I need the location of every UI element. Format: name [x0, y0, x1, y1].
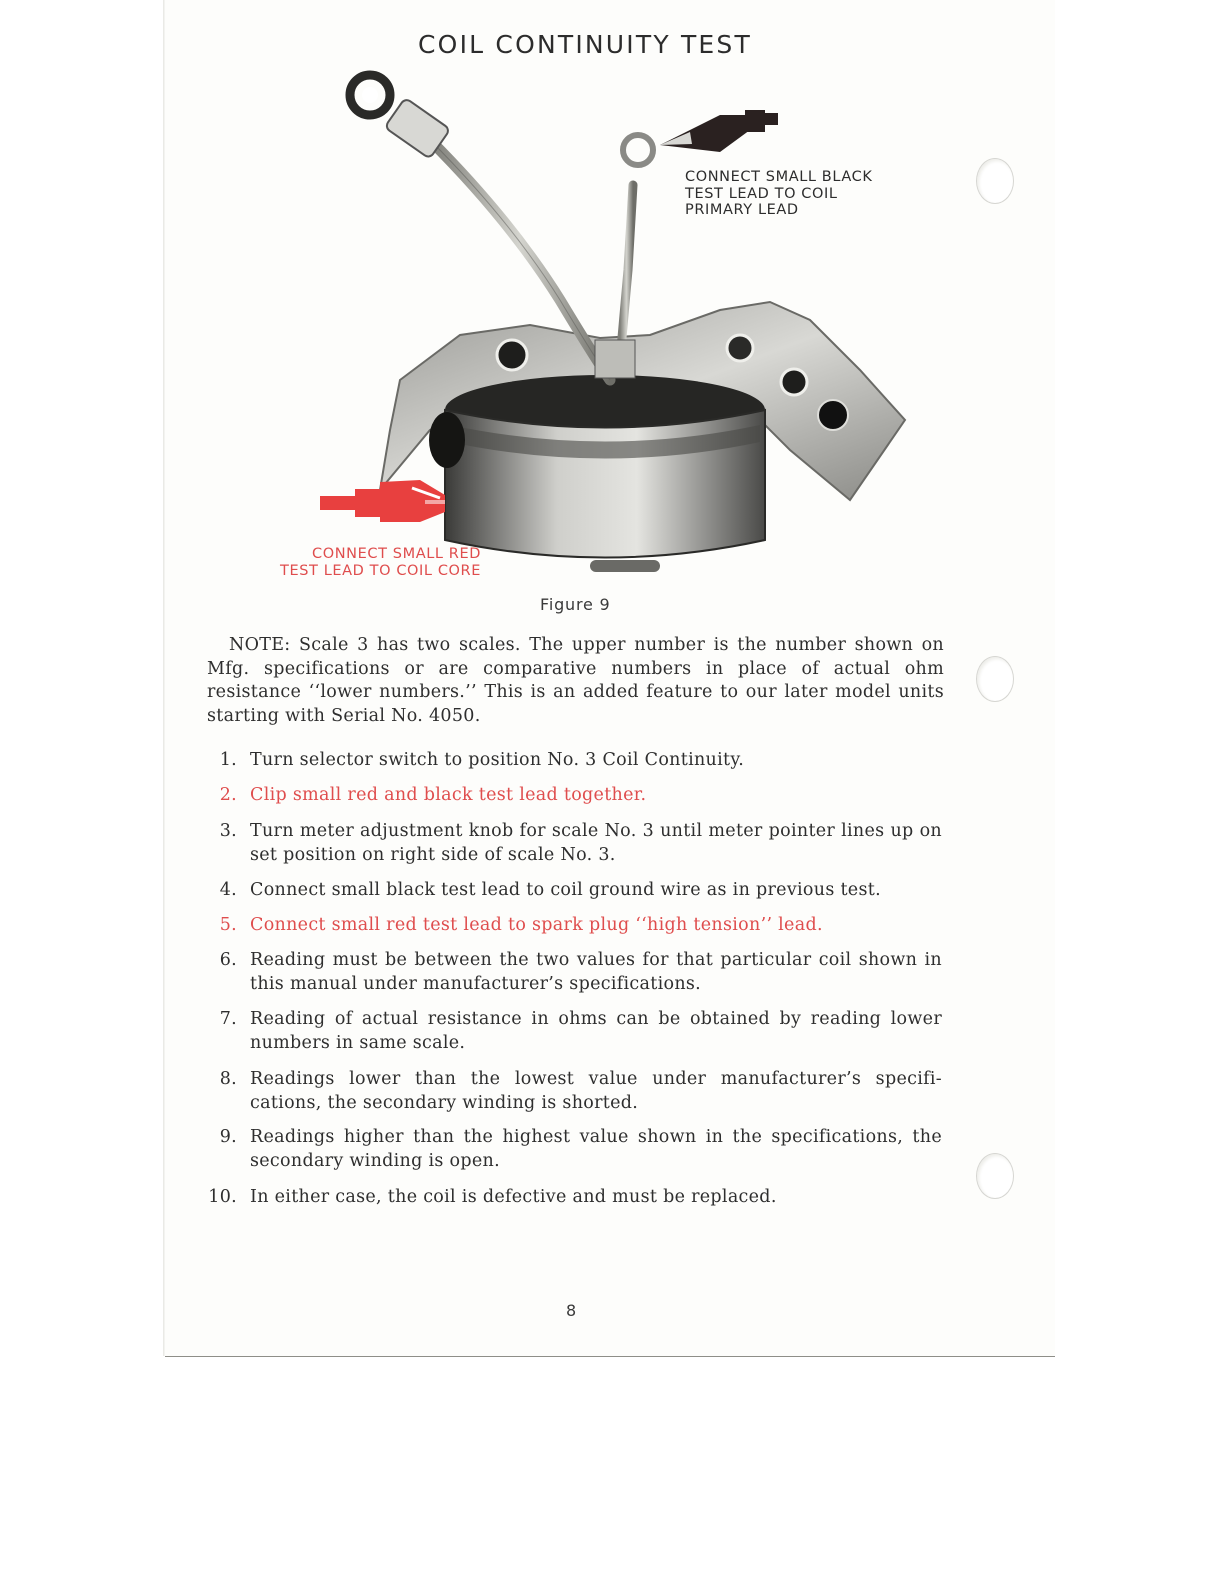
step-number: 4. [219, 880, 237, 900]
callout-black-line: TEST LEAD TO COIL [685, 185, 838, 202]
figure-caption: Figure 9 [540, 595, 611, 614]
step-text: Reading of actual resistance in ohms can be obtained by reading lower numbers in same scale. [250, 1009, 942, 1053]
bracket-hole [781, 369, 807, 395]
step-number: 2. [219, 785, 237, 805]
step-text: Readings higher than the highest value shown in the specifications, the secondary winding is open. [250, 1127, 942, 1171]
binder-hole-middle [976, 656, 1014, 702]
step-text: Reading must be between the two values for that particular coil shown in this manual under manufacturer’s specifications. [250, 950, 942, 994]
step-number: 9. [219, 1127, 237, 1147]
binder-hole-bottom [976, 1153, 1014, 1199]
step-number: 1. [219, 750, 237, 770]
callout-black-line: PRIMARY LEAD [685, 202, 799, 218]
callout-red-lead [265, 546, 481, 579]
bracket-hole [497, 340, 527, 370]
note-paragraph [207, 634, 944, 728]
step-text: Connect small red test lead to spark plug ‘‘high tension’’ lead. [250, 915, 823, 935]
step-number: 8. [219, 1069, 237, 1089]
bracket-hole [818, 400, 848, 430]
step-number: 10. [208, 1187, 237, 1207]
step-number: 5. [219, 915, 237, 935]
step-text: Turn selector switch to position No. 3 Coil Continuity. [250, 750, 745, 770]
figure-9-illustration [250, 70, 970, 590]
callout-black-lead [685, 169, 872, 219]
step-text: Connect small black test lead to coil ground wire as in previous test. [250, 880, 881, 900]
coil-body [445, 410, 765, 558]
coil-photo [250, 70, 970, 590]
callout-black-line: CONNECT SMALL BLACK [685, 169, 873, 185]
callout-red-line: TEST LEAD TO COIL CORE [280, 562, 481, 579]
ring-terminal-primary [623, 135, 653, 165]
step-text: Turn meter adjustment knob for scale No. 3 until meter pointer lines up on set position on right side of scale No. 3. [250, 821, 942, 865]
bracket-hole [727, 335, 753, 361]
step-text: In either case, the coil is defective and must be replaced. [250, 1187, 777, 1207]
black-test-lead-clip [660, 115, 750, 152]
binder-hole-top [976, 158, 1014, 204]
page-edge-shadow [163, 0, 165, 1356]
step-number: 3. [219, 821, 237, 841]
step-text: Clip small red and black test lead together. [250, 785, 647, 805]
coil-primary-lead-wire [620, 185, 633, 360]
step-number: 7. [219, 1009, 237, 1029]
step-text: Readings lower than the lowest value under manufacturer’s specifi- cations, the secondary winding is shorted. [250, 1069, 942, 1113]
note-text: NOTE: Scale 3 has two scales. The upper number is the number shown on Mfg. specifications or are comparative numbers in place of actual ohm resistance ‘‘lower numbers.’’ This is an added feature to our later model units starting with Serial No. 4050. [207, 635, 944, 726]
page-number: 8 [566, 1301, 577, 1320]
page-title: COIL CONTINUITY TEST [418, 30, 752, 59]
callout-red-line: CONNECT SMALL RED [312, 546, 481, 562]
step-number: 6. [219, 950, 237, 970]
